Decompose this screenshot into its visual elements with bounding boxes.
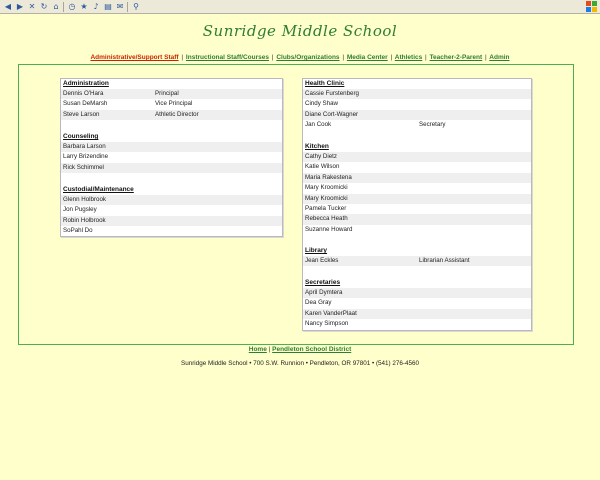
staff-name: Barbara Larson bbox=[63, 143, 106, 150]
nav-link-clubs-organizations[interactable]: Clubs/Organizations bbox=[276, 54, 340, 61]
mail-icon[interactable]: ✉ bbox=[116, 2, 124, 11]
staff-name: Pamela Tucker bbox=[305, 204, 347, 212]
staff-row bbox=[303, 319, 531, 329]
staff-name: Larry Brizendine bbox=[63, 153, 109, 161]
content-frame bbox=[18, 64, 574, 345]
staff-role: Athletic Director bbox=[155, 110, 199, 118]
section-custodial-maintenance bbox=[61, 185, 282, 237]
staff-role: Vice Principal bbox=[155, 100, 193, 108]
staff-name: Suzanne Howard bbox=[305, 225, 353, 233]
history-icon[interactable]: ◷ bbox=[68, 2, 76, 11]
staff-column-right bbox=[302, 78, 532, 331]
stop-icon[interactable]: ✕ bbox=[28, 2, 36, 11]
section-title: Library bbox=[305, 247, 328, 254]
staff-role: Principal bbox=[155, 90, 179, 97]
staff-role: Librarian Assistant bbox=[419, 257, 470, 264]
staff-name: Cassie Furstenberg bbox=[305, 90, 359, 97]
staff-row bbox=[303, 99, 531, 109]
staff-row bbox=[61, 110, 282, 120]
toolbar-separator bbox=[63, 2, 64, 12]
footer-address: Sunridge Middle School • 700 S.W. Runnion • Pendleton, OR 97801 • (541) 276-4560 bbox=[181, 360, 419, 367]
home-link[interactable]: Home bbox=[248, 346, 267, 353]
staff-name: Jan Cook bbox=[305, 121, 332, 129]
browser-toolbar bbox=[0, 0, 600, 14]
page-title: Sunridge Middle School bbox=[202, 22, 398, 40]
staff-name: Dea Gray bbox=[305, 299, 332, 307]
staff-row bbox=[61, 142, 282, 152]
staff-row bbox=[303, 194, 531, 204]
search-icon[interactable]: ⚲ bbox=[133, 2, 139, 11]
staff-name: Diane Cort-Wagner bbox=[305, 110, 359, 118]
staff-name: Karen VanderPlaat bbox=[305, 309, 357, 317]
staff-name: Steve Larson bbox=[63, 110, 100, 118]
media-icon[interactable]: ♪ bbox=[93, 2, 99, 11]
staff-row bbox=[303, 288, 531, 298]
staff-row bbox=[303, 214, 531, 224]
nav-link-media-center[interactable]: Media Center bbox=[346, 54, 388, 61]
staff-column-left bbox=[60, 78, 283, 237]
section-title: Administration bbox=[63, 80, 109, 87]
top-navigation: Administrative/Support Staff | Instructional Staff/Courses | Clubs/Organizations | Media Center | Athletics | Teacher-2-Parent | Admin bbox=[90, 54, 510, 61]
staff-name: Robin Holbrook bbox=[63, 216, 106, 224]
staff-row bbox=[303, 152, 531, 162]
nav-link-instructional-staff[interactable]: Instructional Staff/Courses bbox=[185, 54, 269, 61]
staff-row bbox=[61, 99, 282, 109]
staff-name: Susan DeMarsh bbox=[63, 100, 108, 108]
section-title: Secretaries bbox=[305, 279, 341, 286]
staff-name: Nancy Simpson bbox=[305, 320, 349, 328]
staff-name: Rebecca Heath bbox=[305, 215, 348, 223]
forward-icon[interactable]: ▶ bbox=[16, 2, 24, 11]
staff-row bbox=[61, 152, 282, 162]
staff-name: Rick Schimmel bbox=[63, 163, 104, 171]
section-counseling bbox=[61, 132, 282, 173]
windows-logo-icon bbox=[586, 1, 598, 13]
section-title: Custodial/Maintenance bbox=[63, 186, 134, 193]
staff-name: Glenn Holbrook bbox=[63, 196, 106, 203]
home-icon[interactable]: ⌂ bbox=[53, 2, 59, 11]
favorites-icon[interactable]: ★ bbox=[80, 2, 88, 11]
staff-row bbox=[61, 163, 282, 173]
staff-row bbox=[61, 226, 282, 236]
staff-name: Cathy Dietz bbox=[305, 153, 337, 160]
staff-name: Katie Wilson bbox=[305, 163, 340, 171]
staff-row bbox=[303, 173, 531, 183]
staff-name: Maria Rakestena bbox=[305, 173, 352, 181]
back-icon[interactable]: ◀ bbox=[4, 2, 12, 11]
staff-row bbox=[61, 216, 282, 226]
staff-row bbox=[61, 89, 282, 99]
staff-row bbox=[303, 110, 531, 120]
section-secretaries bbox=[303, 278, 531, 330]
refresh-icon[interactable]: ↻ bbox=[40, 2, 48, 11]
section-library bbox=[303, 246, 531, 266]
section-title: Counseling bbox=[63, 133, 99, 140]
staff-row bbox=[303, 309, 531, 319]
staff-name: Cindy Shaw bbox=[305, 100, 339, 108]
staff-row bbox=[303, 89, 531, 99]
print-icon[interactable]: ▤ bbox=[104, 2, 112, 11]
staff-name: Jon Pugsley bbox=[63, 206, 97, 214]
staff-row bbox=[303, 120, 531, 130]
nav-link-athletics[interactable]: Athletics bbox=[394, 54, 423, 61]
section-kitchen bbox=[303, 142, 531, 235]
staff-name: SoPahl Do bbox=[63, 227, 93, 235]
staff-row bbox=[303, 204, 531, 214]
staff-row bbox=[303, 298, 531, 308]
nav-link-teacher-2-parent[interactable]: Teacher-2-Parent bbox=[429, 54, 483, 61]
staff-row bbox=[303, 256, 531, 266]
staff-name: Dennis O'Hara bbox=[63, 90, 104, 97]
toolbar-separator bbox=[127, 2, 128, 12]
nav-link-administrative-support-staff[interactable]: Administrative/Support Staff bbox=[90, 54, 179, 61]
staff-role: Secretary bbox=[419, 121, 446, 129]
district-link[interactable]: Pendleton School District bbox=[272, 346, 352, 353]
staff-row bbox=[303, 225, 531, 235]
staff-name: Jean Eckles bbox=[305, 257, 339, 264]
nav-link-admin[interactable]: Admin bbox=[489, 54, 510, 61]
staff-row bbox=[303, 162, 531, 172]
staff-row bbox=[61, 195, 282, 205]
staff-row bbox=[61, 205, 282, 215]
staff-row bbox=[303, 183, 531, 193]
section-title: Health Clinic bbox=[305, 80, 345, 87]
staff-name: April Dymtera bbox=[305, 289, 343, 296]
section-health-clinic bbox=[303, 79, 531, 131]
section-administration bbox=[61, 79, 282, 120]
staff-name: Mary Kroomicki bbox=[305, 194, 348, 202]
section-title: Kitchen bbox=[305, 143, 329, 150]
bottom-navigation: Home | Pendleton School District bbox=[248, 346, 352, 353]
staff-name: Mary Kroomicki bbox=[305, 184, 348, 192]
